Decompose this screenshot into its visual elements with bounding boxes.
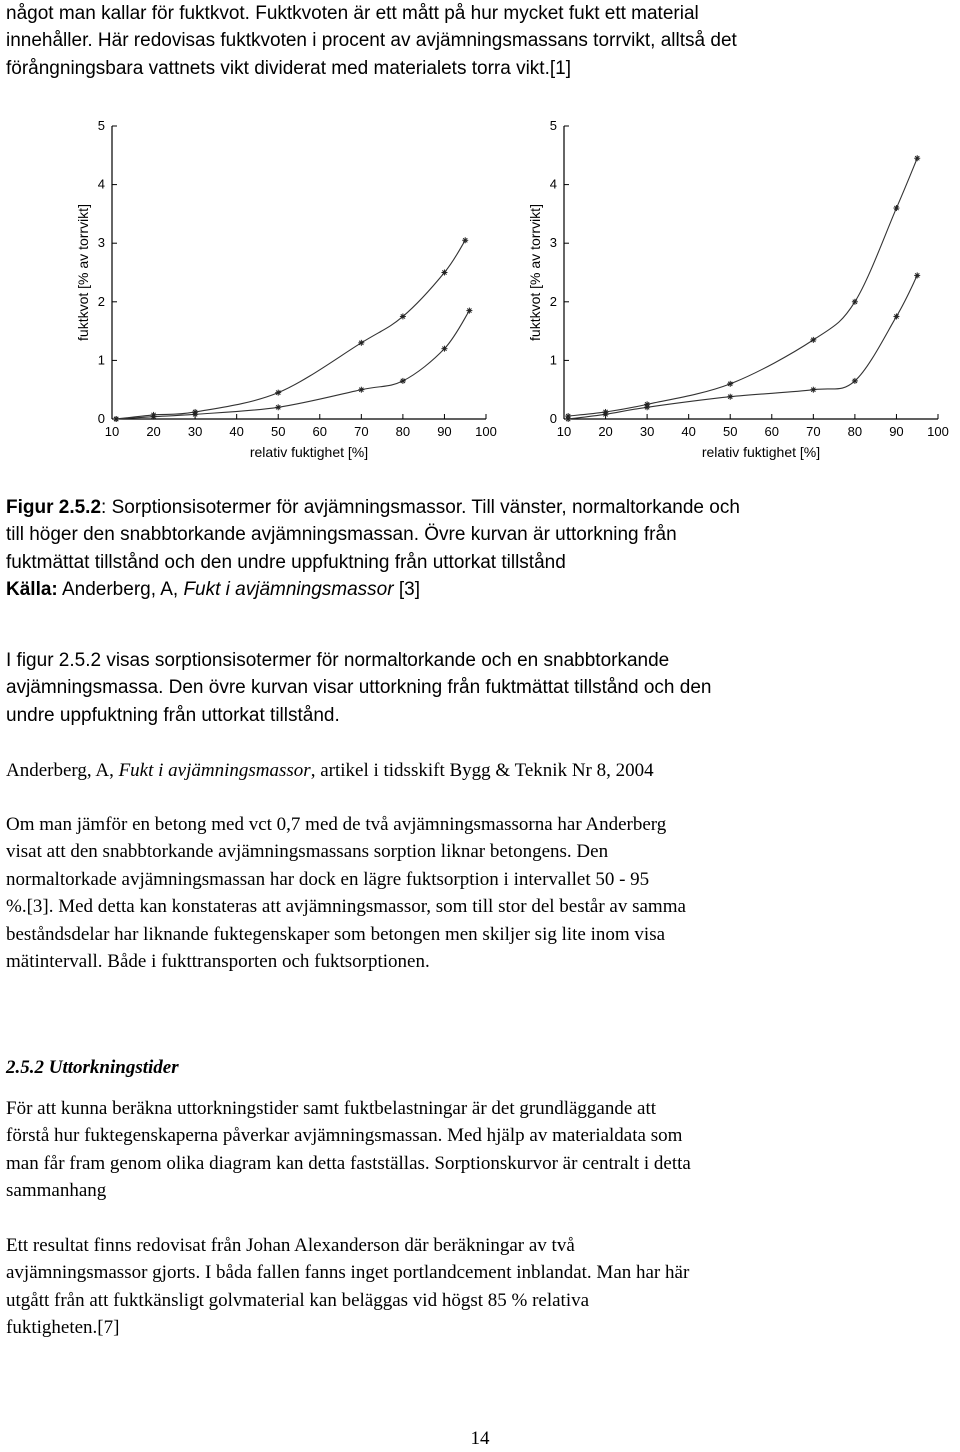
paragraph-drying-times xyxy=(6,1095,954,1205)
paragraph-line: I figur 2.5.2 visas sorptionsisotermer för normaltorkande och en snabbtorkande xyxy=(6,650,670,671)
y-tick-label: 5 xyxy=(97,118,105,133)
paragraph-line: visat att den snabbtorkande avjämningsmassans sorption liknar betongens. Den xyxy=(6,841,609,863)
reference-rest: , artikel i tidsskift Bygg & Teknik Nr 8, 2004 xyxy=(310,760,654,781)
sorption-chart-left xyxy=(70,112,510,462)
series-line-0 xyxy=(568,158,917,416)
data-point-marker xyxy=(893,313,899,319)
data-point-marker xyxy=(810,337,816,343)
x-axis-label: relativ fuktighet [%] xyxy=(701,444,821,460)
x-tick-label: 100 xyxy=(475,424,497,439)
x-tick-label: 40 xyxy=(681,424,696,439)
data-point-marker xyxy=(644,404,650,410)
paragraph-figure-description xyxy=(6,647,954,729)
data-point-marker xyxy=(400,378,406,384)
series-line-1 xyxy=(116,311,469,419)
source-label: Källa: xyxy=(6,579,58,601)
x-tick-label: 100 xyxy=(927,424,949,439)
y-tick-label: 0 xyxy=(97,411,105,426)
caption-line: fuktmättat tillstånd och den undre uppfuktning från uttorkat tillstånd xyxy=(6,551,566,573)
paragraph-comparison xyxy=(6,811,954,975)
x-tick-label: 90 xyxy=(889,424,904,439)
paragraph-line: undre uppfuktning från uttorkat tillstånd. xyxy=(6,704,340,726)
reference-line xyxy=(6,757,954,784)
data-point-marker xyxy=(275,404,281,410)
x-tick-label: 80 xyxy=(847,424,863,439)
paragraph-line: fuktigheten.[7] xyxy=(6,1317,120,1339)
data-point-marker xyxy=(275,390,281,396)
data-point-marker xyxy=(113,416,119,422)
data-point-marker xyxy=(462,237,468,243)
paragraph-line: För att kunna beräkna uttorkningstider samt fuktbelastningar är det grundläggande att xyxy=(6,1098,657,1119)
y-tick-label: 2 xyxy=(97,293,105,309)
intro-line: förångningsbara vattnets vikt dividerat med materialets torra vikt.[1] xyxy=(6,57,571,79)
caption-line: till höger den snabbtorkande avjämningsmassan. Övre kurvan är uttorkning från xyxy=(6,524,677,546)
x-tick-label: 30 xyxy=(639,424,655,439)
y-axis-label: fuktkvot [% av torrvikt] xyxy=(527,204,543,341)
chart-normaltorkande xyxy=(70,112,510,462)
x-tick-label: 40 xyxy=(229,424,244,439)
paragraph-line: normaltorkade avjämningsmassan har dock en lägre fuktsorption i intervallet 50 - 95 xyxy=(6,868,650,890)
y-tick-label: 3 xyxy=(97,235,105,251)
x-tick-label: 60 xyxy=(764,424,780,439)
paragraph-line: Om man jämför en betong med vct 0,7 med de två avjämningsmassorna har Anderberg xyxy=(6,814,667,835)
y-axis-label: fuktkvot [% av torrvikt] xyxy=(75,204,91,341)
y-tick-label: 1 xyxy=(97,352,105,368)
paragraph-line: avjämningsmassa. Den övre kurvan visar uttorkning från fuktmättat tillstånd och den xyxy=(6,677,712,699)
source-ref: [3] xyxy=(393,579,420,601)
data-point-marker xyxy=(914,155,920,161)
data-point-marker xyxy=(603,411,609,417)
paragraph-line: förstå hur fuktegenskaperna påverkar avjämningsmassan. Med hjälp av materialdata som xyxy=(6,1125,683,1147)
y-tick-label: 4 xyxy=(549,176,557,192)
paragraph-line: utgått från att fuktkänsligt golvmaterial kan beläggas vid högst 85 % relativa xyxy=(6,1289,590,1311)
paragraph-line: sammanhang xyxy=(6,1180,107,1202)
data-point-marker xyxy=(893,205,899,211)
y-tick-label: 3 xyxy=(549,235,557,251)
x-tick-label: 70 xyxy=(806,424,821,439)
reference-author: Anderberg, A, xyxy=(6,760,119,781)
data-point-marker xyxy=(727,381,733,387)
intro-line: något man kallar för fuktkvot. Fuktkvoten är ett mått på hur mycket fukt ett material xyxy=(6,3,699,24)
x-tick-label: 80 xyxy=(395,424,411,439)
x-tick-label: 90 xyxy=(437,424,452,439)
data-point-marker xyxy=(852,299,858,305)
y-tick-label: 0 xyxy=(549,411,557,426)
x-tick-label: 20 xyxy=(146,424,161,439)
sorption-chart-right xyxy=(522,112,960,462)
data-point-marker xyxy=(914,272,920,278)
source-title: Fukt i avjämningsmassor xyxy=(183,579,394,601)
intro-line: innehåller. Här redovisas fuktkvoten i procent av avjämningsmassans torrvikt, alltså det xyxy=(6,30,737,52)
x-tick-label: 50 xyxy=(270,424,286,439)
caption-text: : Sorptionsisotermer för avjämningsmassor. Till vänster, normaltorkande och xyxy=(101,497,740,518)
x-tick-label: 50 xyxy=(722,424,738,439)
paragraph-line: beståndsdelar har liknande fuktegenskaper som betongen men skiljer sig lite inom visa xyxy=(6,923,666,945)
data-point-marker xyxy=(852,378,858,384)
reference-title: Fukt i avjämningsmassor xyxy=(118,760,311,781)
paragraph-line: mätintervall. Både i fukttransporten och fuktsorptionen. xyxy=(6,951,430,973)
series-line-0 xyxy=(116,240,465,419)
series-line-1 xyxy=(568,275,917,419)
data-point-marker xyxy=(358,340,364,346)
x-tick-label: 10 xyxy=(104,424,120,439)
y-tick-label: 4 xyxy=(97,176,105,192)
source-author: Anderberg, A, xyxy=(57,579,184,601)
x-tick-label: 70 xyxy=(354,424,369,439)
intro-paragraph xyxy=(6,0,954,82)
x-tick-label: 20 xyxy=(598,424,613,439)
paragraph-line: Ett resultat finns redovisat från Johan Alexanderson där beräkningar av två xyxy=(6,1235,575,1256)
data-point-marker xyxy=(565,416,571,422)
x-axis-label: relativ fuktighet [%] xyxy=(249,444,369,460)
paragraph-line: %.[3]. Med detta kan konstateras att avjämningsmassor, som till stor del består av samma xyxy=(6,896,686,918)
data-point-marker xyxy=(466,308,472,314)
section-heading: 2.5.2 Uttorkningstider xyxy=(6,1057,179,1078)
data-point-marker xyxy=(727,394,733,400)
figure-label: Figur 2.5.2 xyxy=(6,497,102,518)
x-tick-label: 30 xyxy=(187,424,203,439)
chart-snabbtorkande xyxy=(522,112,960,462)
y-tick-label: 2 xyxy=(549,293,557,309)
data-point-marker xyxy=(810,387,816,393)
y-tick-label: 5 xyxy=(549,118,557,133)
x-tick-label: 10 xyxy=(556,424,572,439)
page-number: 14 xyxy=(470,1428,490,1449)
figure-caption xyxy=(6,494,954,604)
y-tick-label: 1 xyxy=(549,352,557,368)
x-tick-label: 60 xyxy=(312,424,328,439)
paragraph-line: man får fram genom olika diagram kan detta fastställas. Sorptionskurvor är centralt i detta xyxy=(6,1152,691,1174)
paragraph-line: avjämningsmassor gjorts. I båda fallen fanns inget portlandcement inblandat. Man har här xyxy=(6,1262,690,1284)
paragraph-results xyxy=(6,1232,954,1342)
data-point-marker xyxy=(358,387,364,393)
